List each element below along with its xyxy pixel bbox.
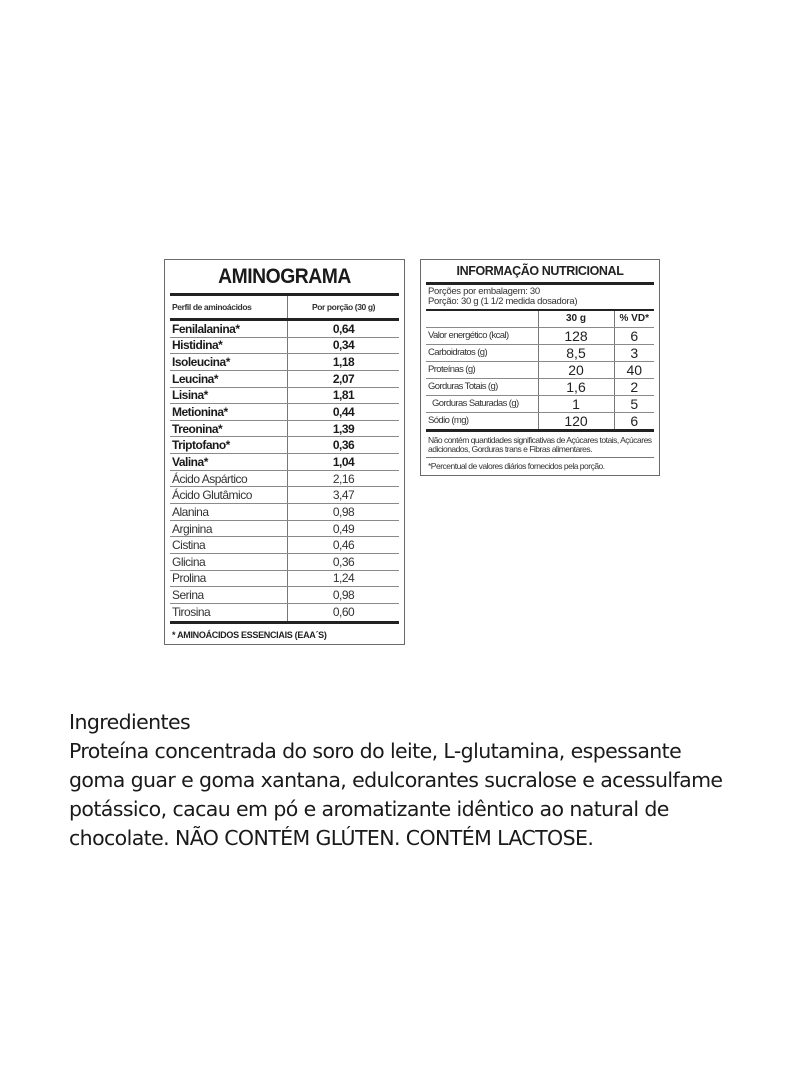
amino-value: 0,36 (332, 438, 355, 453)
nutrient-name: Sódio (mg) (426, 412, 538, 429)
amino-value: 0,44 (332, 405, 355, 420)
aminogram-rows (170, 321, 399, 621)
amino-value: 1,24 (332, 571, 355, 586)
header-nutrient (426, 311, 538, 327)
nutrient-amount: 20 (538, 361, 614, 378)
amino-value: 0,46 (332, 538, 355, 553)
nutrient-daily-value: 2 (614, 378, 654, 395)
nutrient-amount: 1 (538, 395, 614, 412)
nutrition-header-row (426, 311, 654, 327)
amino-row (170, 371, 399, 388)
amino-row (170, 487, 399, 504)
amino-row (170, 604, 399, 621)
header-daily-value: % VD* (614, 311, 654, 327)
nutrient-amount: 128 (538, 327, 614, 344)
amino-name: Cistina (170, 537, 288, 553)
nutrition-row (426, 412, 654, 429)
nutrient-daily-value: 6 (614, 327, 654, 344)
amino-name: Ácido Aspártico (170, 471, 288, 487)
header-per-serving: Por porção (30 g) (311, 302, 376, 312)
nutrition-row (426, 395, 654, 412)
amino-row (170, 571, 399, 588)
nutrient-name: Valor energético (kcal) (426, 327, 538, 344)
amino-name: Leucina* (170, 371, 288, 387)
amino-name: Isoleucina* (170, 354, 288, 370)
amino-name: Serina (170, 587, 288, 603)
amino-row (170, 537, 399, 554)
nutrition-row (426, 327, 654, 344)
nutrient-daily-value: 6 (630, 412, 639, 429)
amino-value: 1,04 (332, 454, 355, 469)
nutrient-amount: 8,5 (538, 344, 614, 361)
ingredients-section (69, 708, 759, 853)
nutrient-name: Carboidratos (g) (426, 344, 538, 361)
nutrient-name: Proteínas (g) (426, 361, 538, 378)
amino-value: 3,47 (332, 488, 355, 503)
amino-name: Glicina (170, 554, 288, 570)
amino-name: Prolina (170, 571, 288, 587)
ingredients-line: chocolate. NÃO CONTÉM GLÚTEN. CONTÉM LACTOSE. (69, 826, 594, 850)
aminogram-footnote: * AMINOÁCIDOS ESSENCIAIS (EAA´S) (172, 629, 327, 640)
amino-name: Ácido Glutâmico (170, 487, 288, 503)
amino-value: 0,36 (332, 554, 355, 569)
amino-name: Treonina* (170, 421, 288, 437)
nutrient-daily-value: 40 (614, 361, 654, 378)
aminogram-table (164, 259, 405, 645)
nutrition-row (426, 361, 654, 378)
nutrition-facts-table (420, 259, 660, 476)
aminogram-header-row (170, 296, 399, 318)
amino-name: Triptofano* (170, 437, 288, 453)
nutrient-amount: 120 (538, 412, 614, 429)
amino-value: 0,98 (332, 504, 355, 519)
amino-value: 2,07 (332, 371, 355, 386)
nutrition-note: Não contém quantidades significativas de Açúcares totais, Açúcares adicionados, Gorduras trans e Fibras alimentares. (428, 434, 652, 454)
nutrient-daily-value: 5 (614, 395, 654, 412)
amino-row (170, 321, 399, 338)
amino-value: 1,81 (332, 388, 355, 403)
amino-row (170, 471, 399, 488)
amino-name: Tirosina (170, 604, 288, 621)
nutrition-title: INFORMAÇÃO NUTRICIONAL (456, 264, 624, 278)
amino-name: Fenilalanina* (170, 321, 288, 337)
amino-value: 0,49 (332, 521, 355, 536)
amino-row (170, 404, 399, 421)
amino-row (170, 421, 399, 438)
aminogram-title: AMINOGRAMA (218, 265, 351, 288)
ingredients-line: goma guar e goma xantana, edulcorantes sucralose e acessulfame (69, 768, 723, 792)
amino-value: 1,18 (332, 355, 355, 370)
nutrition-row (426, 378, 654, 395)
amino-value: 1,39 (332, 421, 355, 436)
amino-name: Metionina* (170, 404, 288, 420)
amino-value: 2,16 (332, 471, 355, 486)
amino-row (170, 504, 399, 521)
ingredients-line: Proteína concentrada do soro do leite, L-glutamina, espessante (69, 739, 682, 763)
header-amount: 30 g (538, 311, 614, 327)
amino-row (170, 521, 399, 538)
nutrient-name: Gorduras Totais (g) (426, 378, 538, 395)
amino-name: Alanina (170, 504, 288, 520)
nutrition-row (426, 344, 654, 361)
amino-row (170, 354, 399, 371)
nutrient-amount: 1,6 (538, 378, 614, 395)
serving-size: Porção: 30 g (1 1/2 medida dosadora) (428, 295, 578, 307)
nutrient-name: Gorduras Saturadas (g) (426, 395, 538, 412)
amino-row (170, 388, 399, 405)
amino-row (170, 554, 399, 571)
ingredients-line: potássico, cacau em pó e aromatizante idêntico ao natural de (69, 797, 669, 821)
serving-info (426, 285, 654, 309)
nutrient-daily-value: 3 (614, 344, 654, 361)
amino-row (170, 587, 399, 604)
ingredients-heading: Ingredientes (69, 710, 191, 734)
servings-per-package: Porções por embalagem: 30 (428, 285, 540, 297)
header-amino-profile: Perfil de aminoácidos (170, 296, 288, 318)
amino-row (170, 437, 399, 454)
amino-name: Arginina (170, 521, 288, 537)
amino-name: Histidina* (170, 338, 288, 354)
ingredients-text (69, 737, 759, 853)
amino-row (170, 454, 399, 471)
amino-value: 0,64 (332, 321, 355, 336)
amino-row (170, 338, 399, 355)
daily-value-footnote: *Percentual de valores diários fornecidos pela porção. (428, 460, 605, 471)
amino-name: Valina* (170, 454, 288, 470)
nutrition-grid (426, 311, 654, 429)
amino-name: Lisina* (170, 388, 288, 404)
amino-value: 0,34 (332, 338, 355, 353)
amino-value: 0,98 (332, 588, 355, 603)
amino-value: 0,60 (332, 605, 355, 620)
